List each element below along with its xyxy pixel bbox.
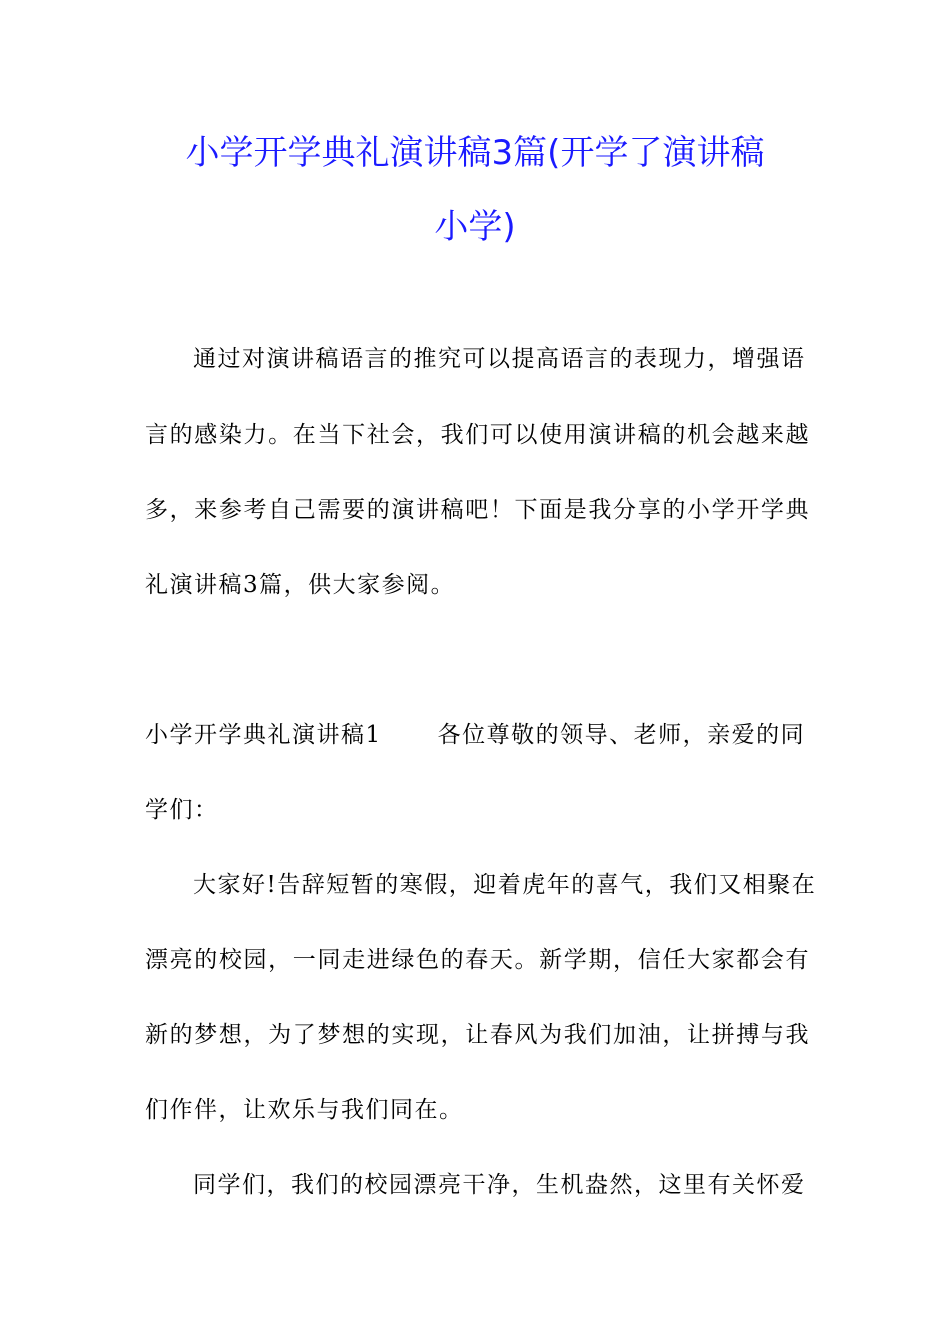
paragraph2-line-1: 同学们，我们的校园漂亮干净，生机盎然，这里有关怀爱 — [193, 1172, 806, 1198]
intro-line-4: 礼演讲稿3篇，供大家参阅。 — [145, 572, 456, 598]
paragraph1-line-3: 新的梦想，为了梦想的实现，让春风为我们加油，让拼搏与我 — [145, 1022, 810, 1048]
intro-line-3: 多，来参考自己需要的演讲稿吧！下面是我分享的小学开学典 — [145, 497, 810, 523]
salutation-text: 各位尊敬的领导、老师，亲爱的同 — [437, 722, 806, 748]
intro-line-2: 言的感染力。在当下社会，我们可以使用演讲稿的机会越来越 — [145, 422, 810, 448]
section-heading-line — [145, 719, 810, 751]
paragraph1-line-4: 们作伴，让欢乐与我们同在。 — [145, 1097, 464, 1123]
intro-line-1: 通过对演讲稿语言的推究可以提高语言的表现力，增强语 — [193, 346, 806, 372]
paragraph1-line-1: 大家好!告辞短暂的寒假，迎着虎年的喜气，我们又相聚在 — [193, 872, 817, 898]
section-heading: 小学开学典礼演讲稿1 — [145, 722, 382, 748]
paragraph1-line-2: 漂亮的校园，一同走进绿色的春天。新学期，信任大家都会有 — [145, 947, 810, 973]
greeting-line: 学们： — [145, 797, 219, 823]
document-title-line-2: 小学) — [434, 207, 516, 247]
document-title-line-1: 小学开学典礼演讲稿3篇(开学了演讲稿 — [185, 133, 765, 173]
